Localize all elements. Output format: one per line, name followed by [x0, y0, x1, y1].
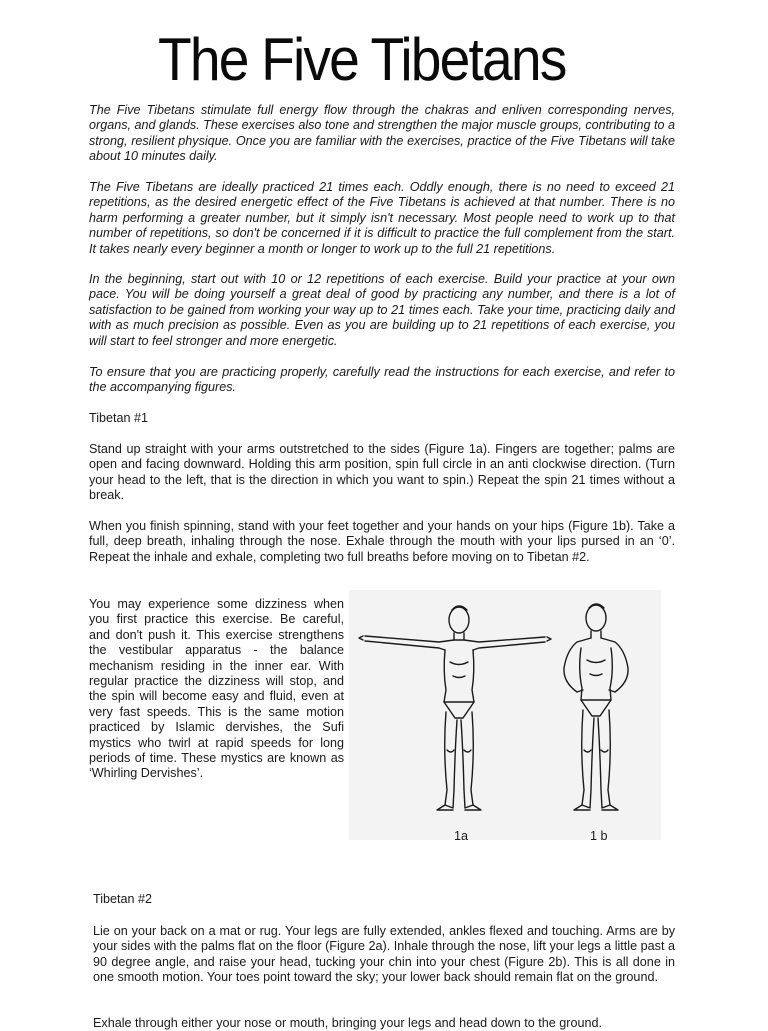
tibetan-2-heading: Tibetan #2: [93, 892, 153, 906]
tibetan-1-paragraph-2: When you finish spinning, stand with your feet together and your hands on your hips (Figure 1b). Take a full, deep breath, inhaling through the nose. Exhale through the mouth with your lips pursed in an ‘0’. Repeat the inhale and exhale, completing two full breaths before moving on to Tibetan #2.: [89, 519, 675, 564]
figure-1b-caption: 1 b: [590, 829, 608, 843]
intro-paragraph-4: To ensure that you are practicing properly, carefully read the instructions for each exercise, and refer to the accompanying figures.: [89, 365, 675, 395]
figure-1-illustration: [349, 590, 661, 840]
figure-1a-caption: 1a: [454, 829, 469, 843]
tibetan-1-paragraph-3: You may experience some dizziness when you first practice this exercise. Be careful, and don't push it. This exercise strengthens the vestibular apparatus - the balance mechanism residing in the inner ear. With regular practice the dizziness will stop, and the spin will become easy and fluid, even at very fast speeds. This is the same motion practiced by Islamic dervishes, the Sufi mystics who twirl at rapid speeds for long periods of time. These mystics are known as ‘Whirling Dervishes’.: [89, 597, 344, 781]
intro-paragraph-3: In the beginning, start out with 10 or 12 repetitions of each exercise. Build your practice at your own pace. You will be doing yourself a great deal of good by practicing any number, and there is a lot of satisfaction to be gained from working your way up to 21 times each. Take your time, practicing daily and with as much precision as possible. Even as you are building up to 21 repetitions of each exercise, you will start to feel stronger and more energetic.: [89, 272, 675, 348]
intro-paragraph-2: The Five Tibetans are ideally practiced 21 times each. Oddly enough, there is no need to exceed 21 repetitions, as the desired energetic effect of the Five Tibetans is achieved at that number. There is no harm performing a greater number, but it simply isn't necessary. Most people need to work up to that number of repetitions, so don't be concerned if it is difficult to practice the full complement from the start. It takes nearly every beginner a month or longer to work up to the full 21 repetitions.: [89, 180, 675, 256]
tibetan-2-paragraph-1: Lie on your back on a mat or rug. Your legs are fully extended, ankles flexed and touching. Arms are by your sides with the palms flat on the floor (Figure 2a). Inhale through the nose, lift your legs a little past a 90 degree angle, and raise your head, tucking your chin into your chest (Figure 2b). This is all done in one smooth motion. Your toes point toward the sky; your lower back should remain flat on the ground.: [93, 924, 675, 985]
page-title: The Five Tibetans: [158, 26, 566, 93]
figure-1a-arms-outstretched: [359, 606, 551, 810]
tibetan-1-heading: Tibetan #1: [89, 411, 149, 425]
intro-paragraph-1: The Five Tibetans stimulate full energy flow through the chakras and enliven corresponding nerves, organs, and glands. These exercises also tone and strengthen the major muscle groups, contributing to a strong, resilient physique. Once you are familiar with the exercises, practice of the Five Tibetans will take about 10 minutes daily.: [89, 103, 675, 164]
tibetan-2-paragraph-2: Exhale through either your nose or mouth, bringing your legs and head down to the ground.: [93, 1016, 602, 1030]
tibetan-1-paragraph-1: Stand up straight with your arms outstretched to the sides (Figure 1a). Fingers are together; palms are open and facing downward. Holding this arm position, spin full circle in an anti clockwise direction. (Turn your head to the left, that is the direction in which you want to spin.) Repeat the spin 21 times without a break.: [89, 442, 675, 503]
figure-1b-hands-on-hips: [564, 604, 628, 810]
